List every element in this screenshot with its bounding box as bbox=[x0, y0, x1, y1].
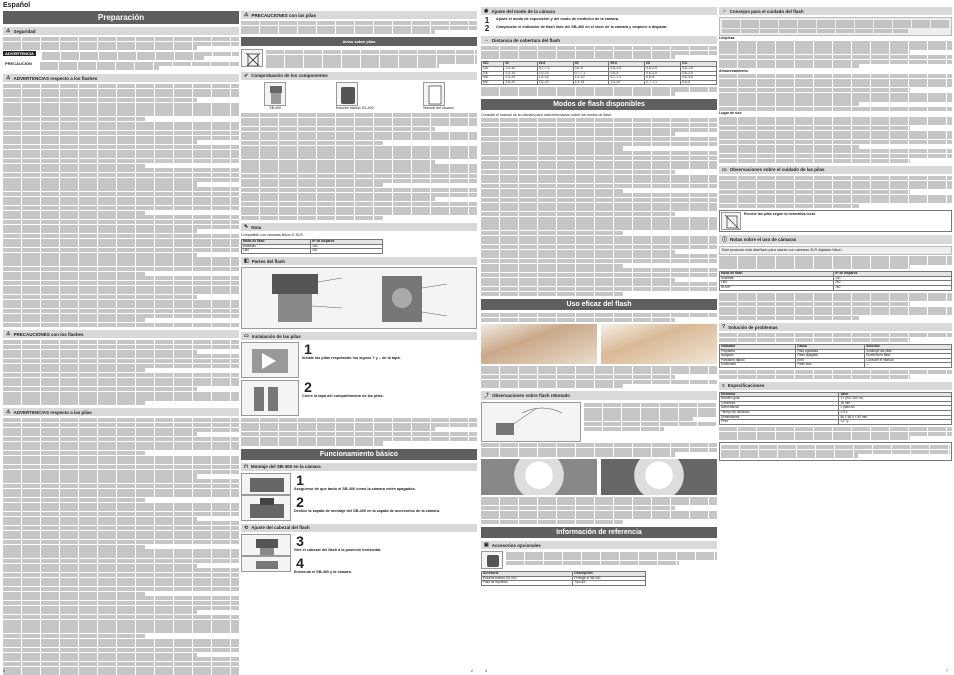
table-row: 800 2,8–20 2,0–20 1,4–14 1,0–10 0,7–7,1 0,6–5 bbox=[482, 80, 717, 85]
column-2 bbox=[241, 0, 477, 675]
heading-montaje: ⊓ Montaje del SB-400 en la cámara bbox=[241, 463, 477, 471]
soft-case-icon bbox=[481, 551, 503, 569]
modos-intro: Consulte el manual de su cámara para más información sobre los modos de flash. bbox=[481, 113, 613, 118]
column-1 bbox=[3, 0, 239, 675]
aviso-pilas-banner: Aviso sobre pilas bbox=[241, 37, 477, 46]
table-row: 100 1,0–10 0,7–7,1 0,6–5 0,6–3,5 0,6–2,5 0,6–1,8 bbox=[482, 67, 717, 72]
paso-a: 1 Ajuste el modo de exposición y del modo de medición de la cámara. bbox=[484, 16, 620, 25]
photo-direct-flash bbox=[481, 324, 597, 364]
camera-icon: ◉ bbox=[484, 8, 489, 14]
install-step-1: 1 Instale las pilas respetando los signos + y – de la tapa. bbox=[241, 342, 477, 378]
page-number-left: ii bbox=[3, 668, 5, 673]
head-icon: ⟲ bbox=[244, 524, 249, 531]
precaucion-badge: PRECAUCIÓN bbox=[5, 61, 32, 67]
bounce-diagrams bbox=[481, 402, 717, 442]
heading-prec-flash: ⚠ PRECAUCIONES con los flashes bbox=[3, 330, 239, 338]
pilas-disparos-table: Modo de flash Nº de disparos Alcalinas 140 Litio 250 Ni-MH 160 bbox=[719, 271, 952, 290]
heading-partes: ◧ Partes del flash bbox=[241, 257, 477, 265]
heading-especificaciones: ≡ Especificaciones bbox=[719, 382, 952, 390]
hotshoe-diagram bbox=[241, 495, 291, 521]
legend-precaucion bbox=[3, 61, 239, 71]
adv-flash-text bbox=[3, 84, 239, 327]
battery-cover-diagram bbox=[241, 342, 299, 378]
heading-accesorios: ▣ Accesorios opcionales bbox=[481, 541, 717, 549]
advertencia-badge: ADVERTENCIA bbox=[5, 51, 34, 57]
section-preparacion: Preparación bbox=[3, 11, 239, 24]
accesorios-table: Accesorio Descripción Estuche blando SS-400 Protege el SB-400 Pilas de repuesto Tipo AA bbox=[481, 571, 646, 586]
power-switch-diagram bbox=[241, 556, 291, 572]
troubleshoot-icon: ? bbox=[722, 324, 726, 331]
care-icon: ☼ bbox=[722, 8, 727, 14]
problemas-table: Indicador Causa Solución Parpadea Pilas agotadas Sustituya las pilas Apagado Flash apagado Encienda el flash Parpadea rápido Error Consulte el manual Encendido Flash listo — bbox=[719, 344, 952, 368]
heading-instalacion: ▭ Instalación de las pilas bbox=[241, 332, 477, 340]
heading-observaciones: ⤴ Observaciones sobre flash rebotado bbox=[481, 391, 717, 400]
bounce-angle-diagram bbox=[481, 402, 581, 442]
info-icon: ⓘ bbox=[722, 237, 728, 244]
table-row: Alimentación 2 pilas AA bbox=[720, 406, 952, 411]
especificaciones-table: Elemento Valor Número guía 21 (ISO 100, m) Cobertura 18 mm Alimentación 2 pilas AA Tiempo de reciclado 2,5 s Dimensiones 66 × 56,5 × 80 mm Peso 127 g bbox=[719, 392, 952, 425]
montaje-step-1: 1 Asegúrese de que tanto el SB-400 como la cámara estén apagados. bbox=[241, 473, 477, 495]
encender-step: 4 Encienda el SB-400 y la cámara. bbox=[241, 556, 477, 574]
language-label: Español bbox=[3, 2, 31, 9]
portrait-photos bbox=[481, 324, 717, 364]
photo-flower-bounce bbox=[601, 459, 717, 495]
check-icon: ✔ bbox=[244, 72, 249, 79]
heading-adv-pilas: ⚠ ADVERTENCIAS respecto a las pilas bbox=[3, 408, 239, 416]
components-row bbox=[241, 82, 477, 111]
component-sb400: SB-400 bbox=[264, 82, 286, 111]
column-3 bbox=[481, 0, 717, 675]
section-funcionamiento: Funcionamiento básico bbox=[241, 449, 477, 460]
heading-limpieza: Limpieza bbox=[719, 35, 735, 40]
heading-adv-flash: ⚠ ADVERTENCIAS respecto a los flashes bbox=[3, 74, 239, 82]
legend-advertencia bbox=[3, 51, 239, 61]
heading-consejos: ☼ Consejos para el cuidado del flash bbox=[719, 7, 952, 15]
manual-icon bbox=[423, 82, 445, 106]
table-row: Dimensiones 66 × 56,5 × 80 mm bbox=[720, 415, 952, 420]
mount-icon: ⊓ bbox=[244, 463, 248, 470]
cabezal-step: 3 Gire el cabezal del flash a la posición horizontal. bbox=[241, 534, 477, 556]
heading-ajuste-modo: ◉ Ajuste del modo de la cámara bbox=[481, 7, 717, 15]
recycle-box: Recicle las pilas según la normativa local. bbox=[719, 210, 952, 232]
recycle-note bbox=[241, 49, 477, 68]
battery-insert-diagram bbox=[241, 380, 299, 416]
table-row: Litio 250 bbox=[720, 281, 952, 286]
adv-pilas-text bbox=[3, 418, 239, 675]
warning-icon: ⚠ bbox=[6, 75, 11, 81]
table-row: Apagado Flash apagado Encienda el flash bbox=[720, 354, 952, 359]
distancia-table: ISO f/2 f/2.8 f/4 f/5.6 f/8 f/11 100 1,0–10 0,7–7,1 0,6–5 0,6–3,5 0,6–2,5 0,6–1,8 200 1,4–14 1,0–10 0,7–7,1 0,6–5 0,6–3,5 0,6–2,5 400 2,0–20 1,4–14 1,0–10 0,7–7,1 0,6–5 0,6–3,5 800 2,8–20 2,0–20 1,4–14 1,0–10 0,7–7,1 0,6–5 bbox=[481, 61, 717, 85]
warning-icon: ⚠ bbox=[6, 331, 11, 338]
component-estuche: Estuche blando SS-400 bbox=[336, 82, 374, 111]
flash-unit-icon bbox=[264, 82, 286, 106]
heading-ajuste-cabezal: ⟲ Ajuste del cabezal del flash bbox=[241, 524, 477, 532]
table-row: Pilas de repuesto Tipo AA bbox=[482, 581, 646, 586]
bounce-icon: ⤴ bbox=[484, 393, 490, 400]
recycle-bin-icon bbox=[721, 212, 741, 230]
battery-icon: ▭ bbox=[244, 333, 249, 339]
montaje-step-2: 2 Deslice la zapata de montaje del SB-400 en la zapata de accesorios de la cámara. bbox=[241, 495, 477, 521]
section-modos: Modos de flash disponibles bbox=[481, 99, 717, 110]
accessory-icon: ▣ bbox=[484, 542, 489, 549]
case-icon bbox=[336, 82, 358, 106]
table-row: Número guía 21 (ISO 100, m) bbox=[720, 397, 952, 402]
heading-distancia: ↔ Distancia de cobertura del flash bbox=[481, 36, 717, 44]
paso-b: 2 Compruebe el indicador de flash listo del SB-400 en el visor de la cámara y empiece a disparar. bbox=[484, 24, 668, 33]
table-row: Peso 127 g bbox=[720, 420, 952, 425]
heading-almacenamiento: Almacenamiento bbox=[719, 68, 748, 73]
component-manual: Manual del usuario bbox=[423, 82, 453, 111]
flower-photos bbox=[481, 459, 717, 495]
warning-icon: ⚠ bbox=[6, 28, 11, 34]
column-4 bbox=[719, 0, 952, 675]
heading-componentes: ✔ Comprobación de los componentes bbox=[241, 72, 477, 80]
page-number-4: 4 bbox=[485, 668, 488, 673]
note-icon: ✎ bbox=[244, 224, 249, 231]
flash-head-diagram bbox=[241, 534, 291, 556]
warning-icon: ⚠ bbox=[6, 409, 11, 416]
table-row: Parpadea Pilas agotadas Sustituya las pilas bbox=[720, 349, 952, 354]
heading-solucion: ? Solución de problemas bbox=[719, 323, 952, 331]
table-row: Tiempo de reciclado 2,5 s bbox=[720, 411, 952, 416]
heading-lugar: Lugar de uso bbox=[719, 111, 742, 116]
heading-obs-pilas: ▭ Observaciones sobre el cuidado de las pilas bbox=[719, 166, 952, 174]
page-number-7: 7 bbox=[945, 668, 948, 673]
battery-icon: ▭ bbox=[722, 166, 727, 173]
camera-off-diagram bbox=[241, 473, 291, 495]
pilas-table: Modo de flash Nº de disparos Alcalinas 140 Litio 250 bbox=[241, 239, 383, 254]
table-row: Parpadea rápido Error Consulte el manual bbox=[720, 358, 952, 363]
recycle-icon bbox=[241, 49, 263, 67]
table-row: 200 1,4–14 1,0–10 0,7–7,1 0,6–5 0,6–3,5 0,6–2,5 bbox=[482, 71, 717, 76]
flash-parts-diagram bbox=[241, 267, 477, 329]
heading-notas-uso: ⓘ Notas sobre el uso de cámaras bbox=[719, 235, 952, 244]
distance-icon: ↔ bbox=[484, 37, 489, 43]
compatible-note: Compatible con cámaras Nikon D-SLR. bbox=[241, 233, 304, 238]
table-row: Encendido Flash listo — bbox=[720, 363, 952, 368]
specs-icon: ≡ bbox=[722, 382, 725, 389]
sb400-note: Este producto está diseñado para usarse con cámaras SLR digitales Nikon. bbox=[719, 246, 952, 255]
accessory-row bbox=[481, 551, 717, 569]
photo-flower-direct bbox=[481, 459, 597, 495]
heading-note: ✎ Nota bbox=[241, 223, 477, 231]
footer-box bbox=[719, 442, 952, 461]
heading-seguridad: ⚠ Seguridad bbox=[3, 27, 239, 35]
table-row: Cobertura 18 mm bbox=[720, 401, 952, 406]
parts-icon: ◧ bbox=[244, 258, 249, 264]
table-row: Alcalinas 140 bbox=[720, 276, 952, 281]
heading-prec-pilas: ⚠ PRECAUCIONES con las pilas bbox=[241, 11, 477, 19]
table-row: 400 2,0–20 1,4–14 1,0–10 0,7–7,1 0,6–5 0,6–3,5 bbox=[482, 76, 717, 81]
page-number-2: 2 bbox=[470, 668, 473, 673]
table-row: Ni-MH 160 bbox=[720, 286, 952, 291]
section-uso-eficaz: Uso eficaz del flash bbox=[481, 299, 717, 310]
section-informacion: Información de referencia bbox=[481, 527, 717, 538]
warning-icon: ⚠ bbox=[244, 12, 249, 18]
table-row: Estuche blando SS-400 Protege el SB-400 bbox=[482, 576, 646, 581]
prec-flash-text bbox=[3, 340, 239, 405]
install-step-2: 2 Cierre la tapa del compartimento de las pilas. bbox=[241, 380, 477, 416]
care-warning bbox=[719, 17, 952, 36]
photo-bounce-flash bbox=[601, 324, 717, 364]
